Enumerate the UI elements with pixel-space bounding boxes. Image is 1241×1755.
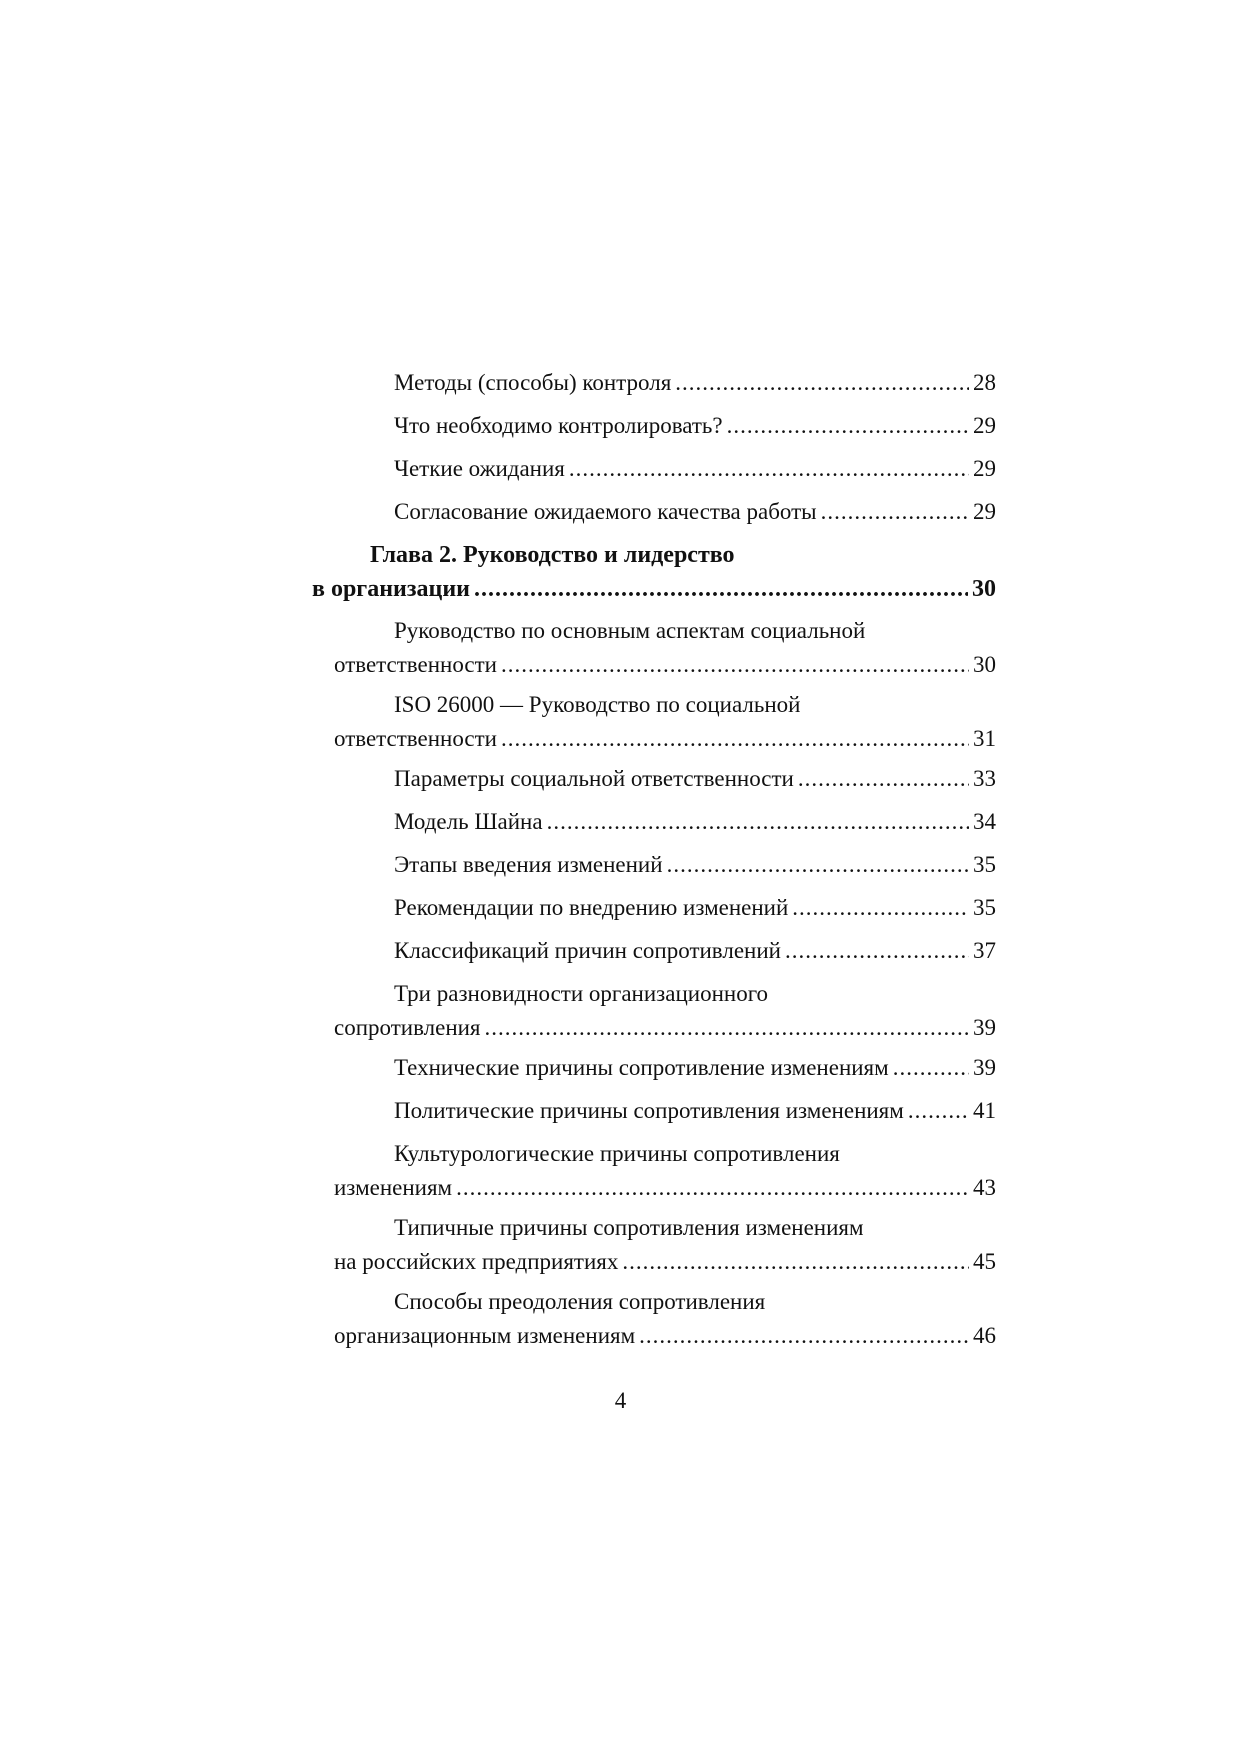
dot-leader (798, 762, 969, 796)
dot-leader (893, 1051, 969, 1085)
toc-entry (312, 1051, 996, 1085)
dot-leader (622, 1245, 969, 1279)
table-of-contents (312, 366, 996, 1359)
dot-leader (547, 805, 969, 839)
toc-entry-title: Методы (способы) контроля (394, 370, 672, 395)
toc-entry (312, 934, 996, 968)
toc-entry (312, 1094, 996, 1128)
toc-entry-title: Этапы введения изменений (394, 852, 663, 877)
chapter-title-line1: Глава 2. Руководство и лидерство (370, 542, 735, 568)
toc-entry (312, 1211, 996, 1279)
toc-entry-title-line2: ответственности (334, 726, 497, 751)
toc-entry-page: 28 (973, 370, 996, 395)
toc-entry-title: Согласование ожидаемого качества работы (394, 499, 817, 524)
toc-entry-page: 46 (973, 1323, 996, 1348)
toc-entry-title: Четкие ожидания (394, 456, 565, 481)
dot-leader (456, 1171, 969, 1205)
toc-entry-title: Параметры социальной ответственности (394, 766, 794, 791)
dot-leader (821, 495, 969, 529)
toc-entry-title-line2: изменениям (334, 1175, 453, 1200)
toc-entry-title-line2: сопротивления (334, 1015, 481, 1040)
toc-entry (312, 452, 996, 486)
dot-leader (501, 722, 969, 756)
toc-entry-title-line2: ответственности (334, 652, 497, 677)
toc-entry (312, 1137, 996, 1205)
toc-entry-title: Модель Шайна (394, 809, 543, 834)
toc-entry (312, 1285, 996, 1353)
toc-entry (312, 614, 996, 682)
toc-entry-title: Классификаций причин сопротивлений (394, 938, 781, 963)
toc-entry-page: 29 (973, 413, 996, 438)
toc-entry-page: 30 (973, 652, 996, 677)
toc-entry-page: 41 (973, 1098, 996, 1123)
dot-leader (474, 572, 968, 606)
toc-entry-title: Технические причины сопротивление изменениям (394, 1055, 889, 1080)
toc-entry-title: Что необходимо контролировать? (394, 413, 723, 438)
toc-entry-title-line1: Три разновидности организационного (394, 981, 769, 1006)
toc-entry-title-line1: Руководство по основным аспектам социальной (394, 618, 866, 643)
dot-leader (639, 1319, 969, 1353)
toc-entry-page: 33 (973, 766, 996, 791)
toc-entry-page: 34 (973, 809, 996, 834)
toc-entry (312, 495, 996, 529)
toc-entry-title-line1: Культурологические причины сопротивления (394, 1141, 840, 1166)
toc-entry (312, 688, 996, 756)
dot-leader (792, 891, 969, 925)
toc-entry-page: 29 (973, 499, 996, 524)
toc-entry (312, 848, 996, 882)
chapter-page: 30 (972, 576, 996, 602)
toc-entry-page: 45 (973, 1249, 996, 1274)
toc-entry (312, 762, 996, 796)
toc-entry-page: 35 (973, 852, 996, 877)
toc-entry (312, 409, 996, 443)
toc-entry-title-line2: организационным изменениям (334, 1323, 636, 1348)
toc-chapter-heading (312, 538, 996, 606)
dot-leader (667, 848, 969, 882)
toc-entry-title-line1: Типичные причины сопротивления изменениям (394, 1215, 864, 1240)
page-number: 4 (614, 1388, 627, 1413)
toc-entry-page: 29 (973, 456, 996, 481)
toc-entry (312, 366, 996, 400)
dot-leader (908, 1094, 969, 1128)
dot-leader (785, 934, 969, 968)
toc-entry-page: 37 (973, 938, 996, 963)
toc-entry (312, 805, 996, 839)
toc-entry-page: 39 (973, 1055, 996, 1080)
toc-entry-title-line1: Способы преодоления сопротивления (394, 1289, 766, 1314)
toc-entry (312, 891, 996, 925)
toc-entry-title-line1: ISO 26000 — Руководство по социальной (394, 692, 801, 717)
toc-entry-page: 35 (973, 895, 996, 920)
toc-entry (312, 977, 996, 1045)
dot-leader (675, 366, 969, 400)
toc-entry-page: 43 (973, 1175, 996, 1200)
dot-leader (501, 648, 969, 682)
chapter-title-line2: в организации (312, 576, 470, 602)
toc-entry-page: 31 (973, 726, 996, 751)
toc-entry-page: 39 (973, 1015, 996, 1040)
dot-leader (569, 452, 969, 486)
toc-entry-title: Политические причины сопротивления изменениям (394, 1098, 904, 1123)
dot-leader (727, 409, 969, 443)
toc-entry-title: Рекомендации по внедрению изменений (394, 895, 789, 920)
toc-entry-title-line2: на российских предприятиях (334, 1249, 619, 1274)
dot-leader (485, 1011, 969, 1045)
